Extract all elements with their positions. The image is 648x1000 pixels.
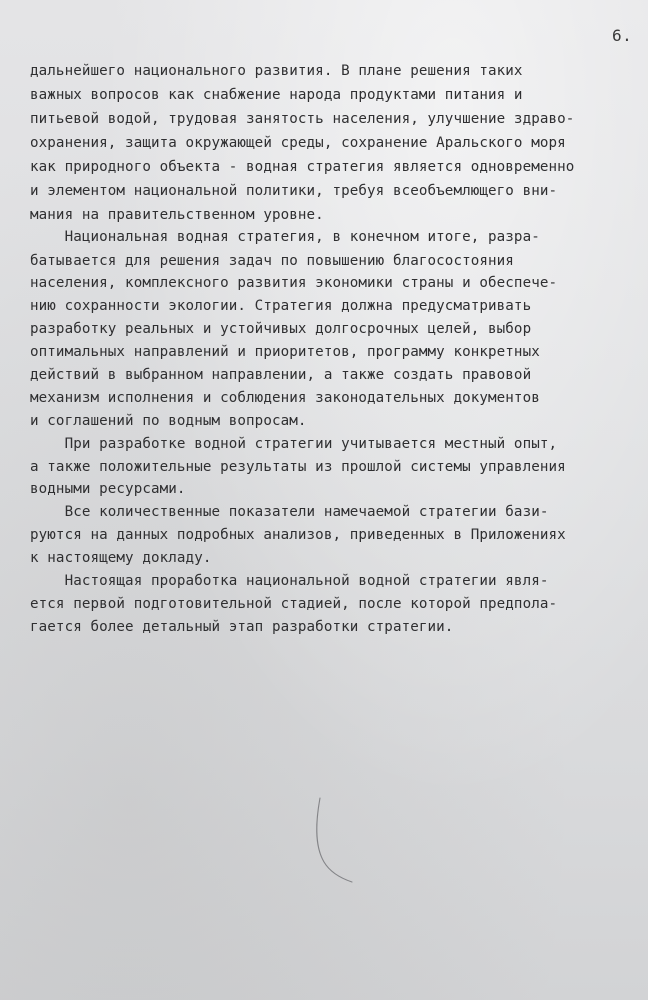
text-line: При разработке водной стратегии учитывается местный опыт, <box>30 436 558 452</box>
text-line: разработку реальных и устойчивых долгосрочных целей, выбор <box>30 321 532 337</box>
text-line: и соглашений по водным вопросам. <box>30 413 307 429</box>
text-line: водными ресурсами. <box>30 481 186 497</box>
text-line: батывается для решения задач по повышению благосостояния <box>30 253 514 269</box>
text-line: питьевой водой, трудовая занятость населения, улучшение здраво- <box>30 111 575 127</box>
text-line: Все количественные показатели намечаемой стратегии бази- <box>30 504 549 520</box>
pen-mark <box>300 790 370 890</box>
text-line: а также положительные результаты из прошлой системы управления <box>30 459 566 475</box>
text-line: Настоящая проработка национальной водной стратегии явля- <box>30 573 549 589</box>
text-line: населения, комплексного развития экономики страны и обеспече- <box>30 275 558 291</box>
text-line: оптимальных направлений и приоритетов, программу конкретных <box>30 344 540 360</box>
text-line: охранения, защита окружающей среды, сохранение Аральского моря <box>30 135 566 151</box>
text-line: нию сохранности экологии. Стратегия должна предусматривать <box>30 298 532 314</box>
text-line: важных вопросов как снабжение народа продуктами питания и <box>30 87 523 103</box>
text-line: мания на правительственном уровне. <box>30 207 324 223</box>
text-line: Национальная водная стратегия, в конечном итоге, разра- <box>30 229 540 245</box>
text-line: механизм исполнения и соблюдения законодательных документов <box>30 390 540 406</box>
text-line: к настоящему докладу. <box>30 550 212 566</box>
text-line: и элементом национальной политики, требуя всеобъемлющего вни- <box>30 183 558 199</box>
text-line: ется первой подготовительной стадией, после которой предпола- <box>30 596 558 612</box>
text-line: действий в выбранном направлении, а также создать правовой <box>30 367 532 383</box>
text-line: как природного объекта - водная стратегия является одновременно <box>30 159 575 175</box>
text-line: дальнейшего национального развития. В плане решения таких <box>30 63 523 79</box>
text-line: руются на данных подробных анализов, приведенных в Приложениях <box>30 527 566 543</box>
text-line: гается более детальный этап разработки стратегии. <box>30 619 454 635</box>
page-number: 6. <box>612 26 633 45</box>
